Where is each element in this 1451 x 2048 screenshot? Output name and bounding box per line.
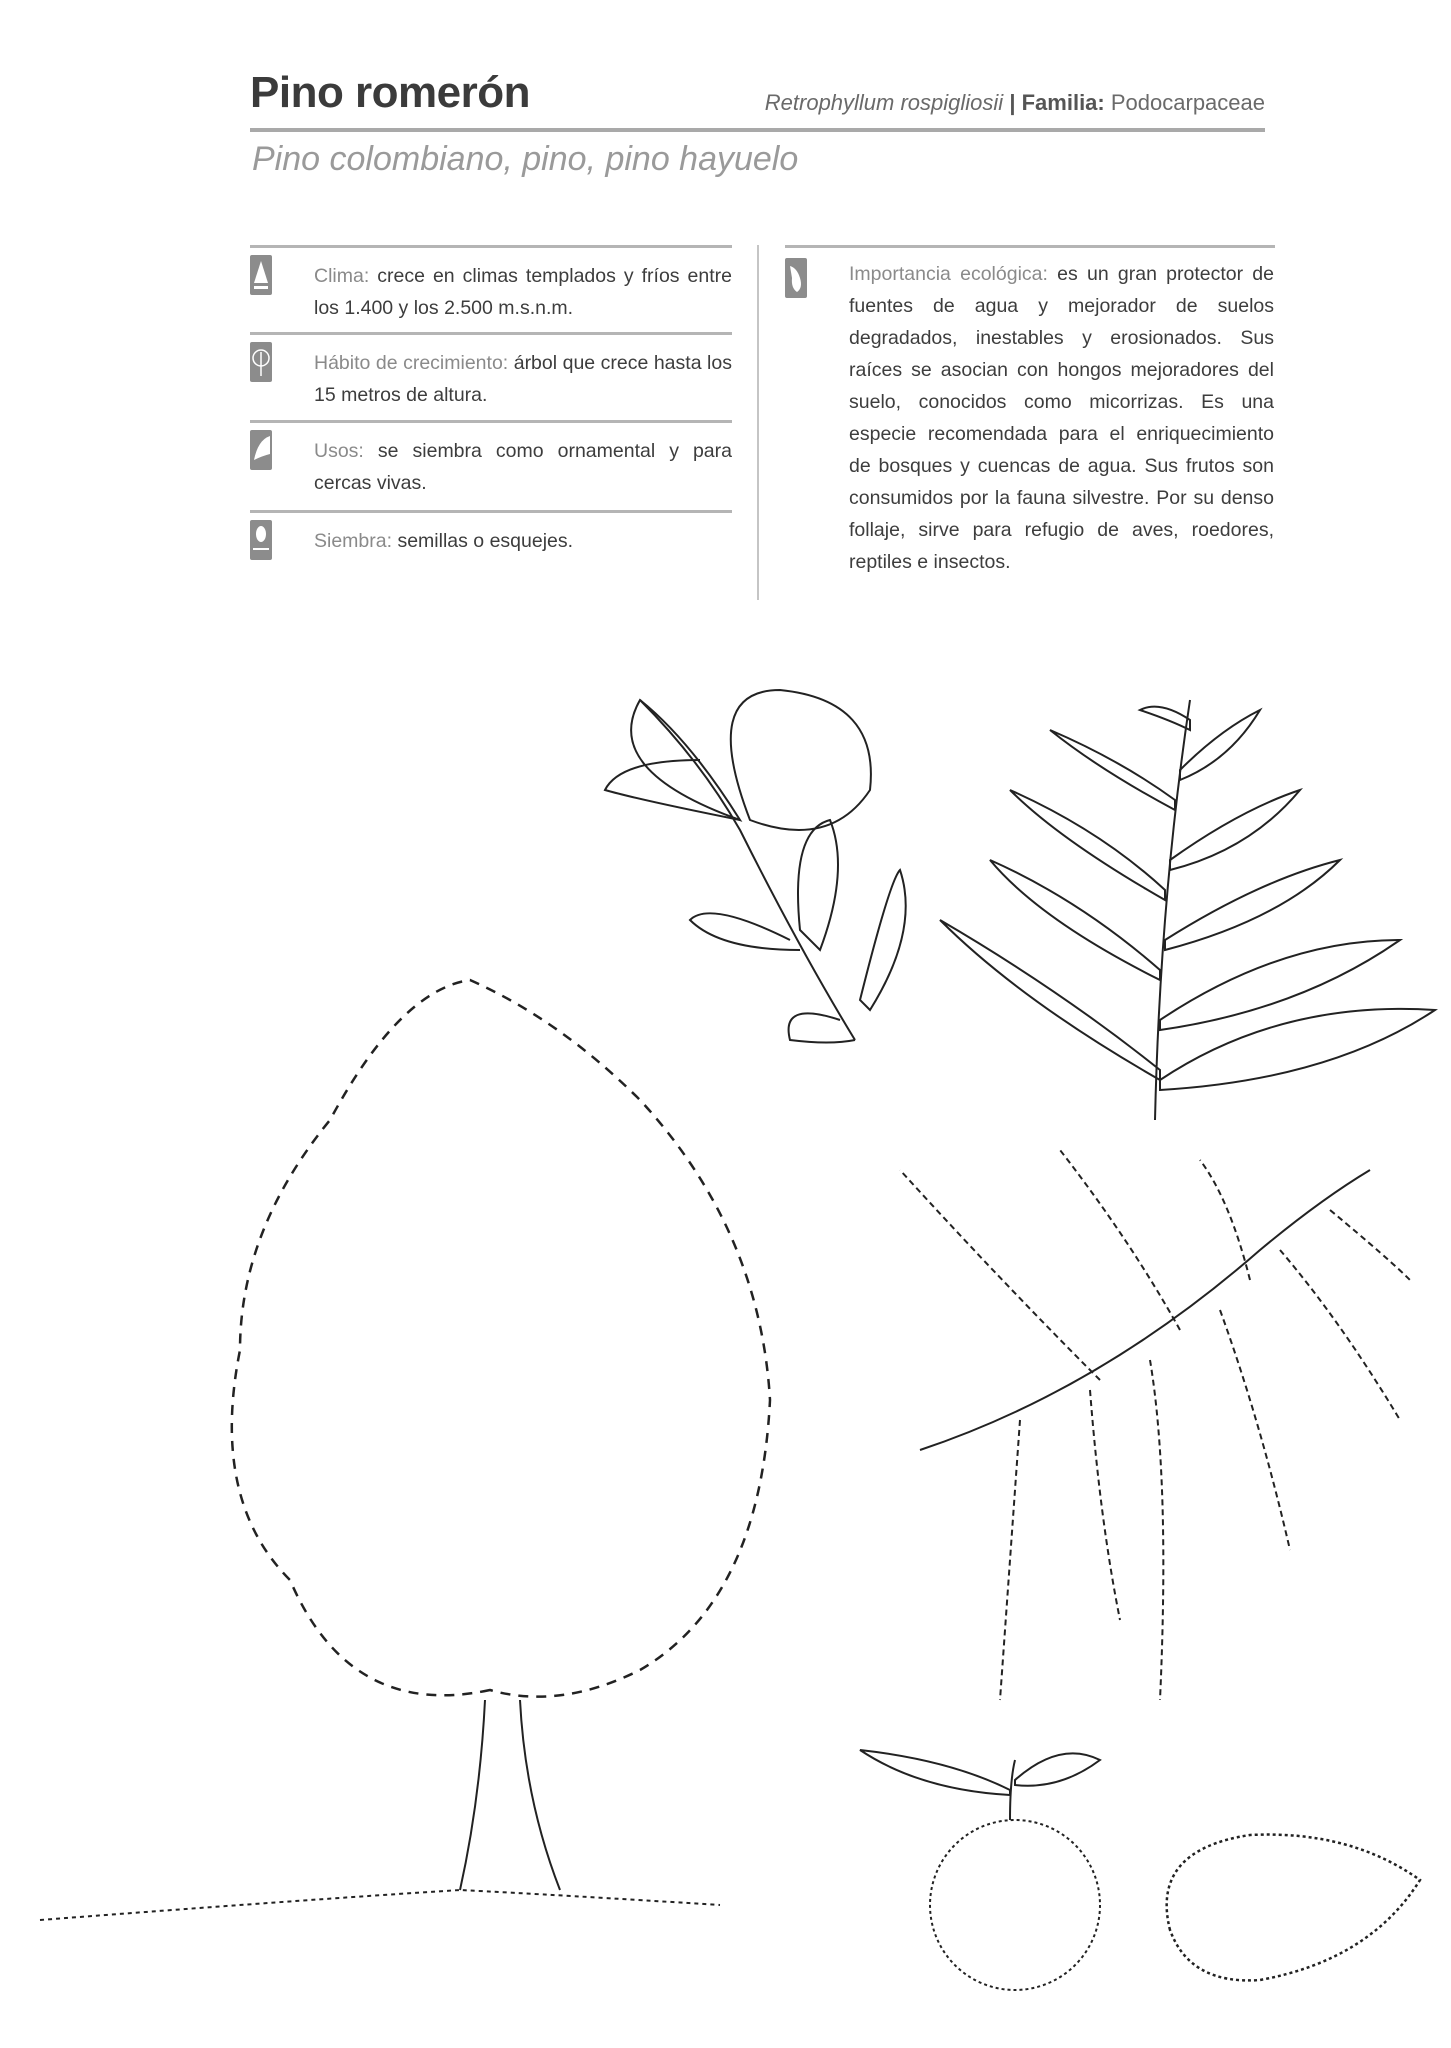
compound-leaf-illustration — [940, 700, 1435, 1120]
family-name: Podocarpaceae — [1110, 90, 1265, 115]
leafy-branch-illustration — [605, 690, 906, 1043]
item-text: semillas o esquejes. — [397, 530, 574, 552]
page-title: Pino romerón — [250, 68, 531, 117]
fruit-illustration — [860, 1750, 1100, 1990]
item-text: se siembra como ornamental y para cercas vivas. — [314, 440, 732, 494]
item-label: Importancia ecológica: — [849, 263, 1048, 285]
item-label: Hábito de crecimiento: — [314, 352, 509, 374]
separator: | — [1009, 90, 1016, 115]
needle-branch-illustration — [900, 1150, 1410, 1700]
item-text: es un gran protector de fuentes de agua y mejorador de suelos degradados, inestables y erosionados. Sus raíces se asocian con hongos mejoradores del suelo, conocidos como micorrizas. Es una especie recomendada para el enriquecimiento de bosques y cuencas de agua. Sus frutos son consumidos por la fauna silvestre. Por su denso follaje, sirve para refugio de aves, roedores, reptiles e insectos. — [849, 263, 1275, 573]
item-label: Usos: — [314, 440, 364, 462]
item-label: Clima: — [314, 265, 370, 287]
common-names: Pino colombiano, pino, pino hayuelo — [252, 140, 799, 178]
seed-illustration — [1167, 1835, 1420, 1981]
item-text: crece en climas templados y fríos entre los 1.400 y los 2.500 m.s.n.m. — [314, 265, 732, 319]
tree-illustration — [40, 980, 770, 1920]
scientific-name: Retrophyllum rospigliosii — [764, 90, 1004, 115]
family-label: Familia: — [1021, 90, 1105, 115]
item-text: árbol que crece hasta los 15 metros de altura. — [314, 352, 732, 406]
item-label: Siembra: — [314, 530, 393, 552]
